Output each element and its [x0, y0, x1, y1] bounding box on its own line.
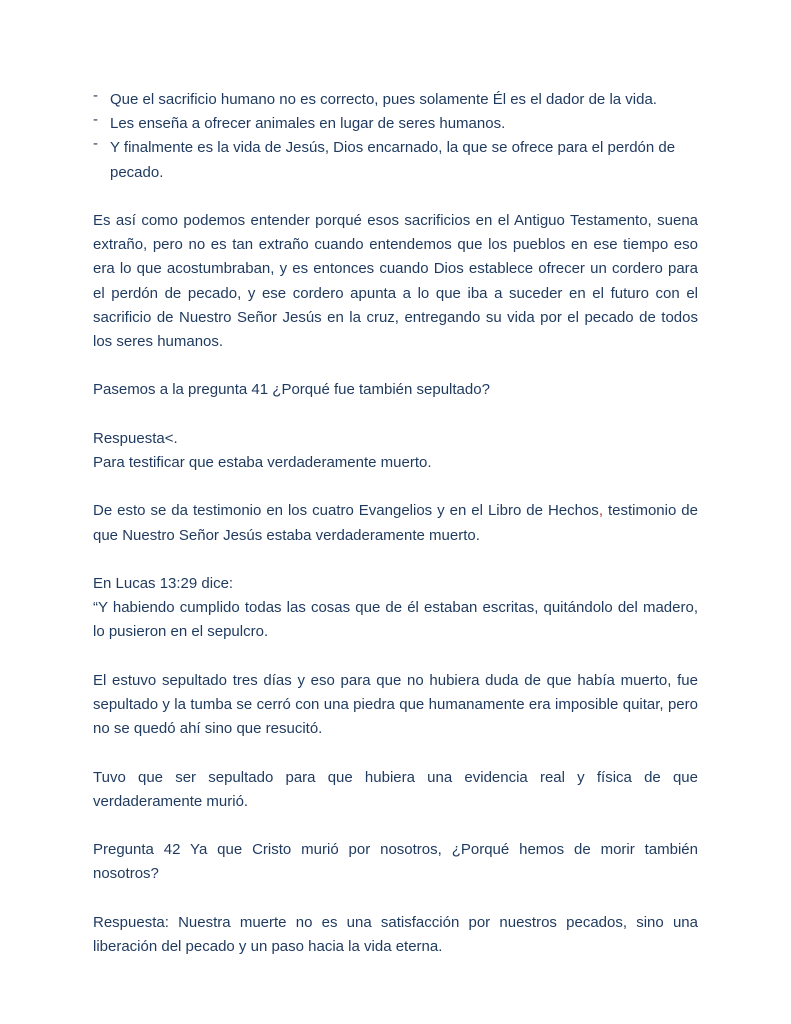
bullet-text: Que el sacrificio humano no es correcto, pues solamente Él es el dador de la vida.: [110, 91, 657, 108]
paragraph-buried: El estuvo sepultado tres días y eso para que no hubiera duda de que había muerto, fue sepultado y la tumba se cerró con una piedra que humanamente era imposible quitar, pero no se quedó ahí sino que resucitó.: [93, 671, 698, 738]
list-item: [93, 88, 698, 112]
paragraph-gospels: [93, 499, 698, 547]
dash-marker: -: [93, 135, 98, 153]
red-comma: ,: [598, 502, 603, 520]
dash-marker: -: [93, 111, 98, 129]
list-item: [93, 136, 698, 184]
bullet-text: Y finalmente es la vida de Jesús, Dios encarnado, la que se ofrece para el perdón de pecado.: [110, 139, 676, 181]
paragraph-sacrifices: Es así como podemos entender porqué esos sacrificios en el Antiguo Testamento, suena extraño, pero no es tan extraño cuando entendemos que los pueblos en ese tiempo eso era lo que acostumbraban, y es entonces cuando Dios establece ofrecer un cordero para el perdón de pecado, y ese cordero apunta a lo que iba a suceder en el futuro con el sacrificio de Nuestro Señor Jesús en la cruz, entregando su vida por el pecado de todos los seres humanos.: [93, 212, 698, 351]
dash-marker: -: [93, 87, 98, 104]
answer-41-label: Respuesta<.: [93, 429, 178, 447]
lucas-reference: En Lucas 13:29 dice:: [93, 574, 234, 592]
list-item: [93, 112, 698, 136]
answer-41: [93, 427, 698, 475]
lucas-quote: “Y habiendo cumplido todas las cosas que de él estaban escritas, quitándolo del madero, lo pusieron en el sepulcro.: [93, 599, 698, 641]
lucas-quote-block: [93, 572, 698, 645]
paragraph-gospels-start: De esto se da testimonio en los cuatro Evangelios y en el Libro de Hechos: [93, 502, 599, 520]
document-page: [93, 88, 698, 983]
question-42: Pregunta 42 Ya que Cristo murió por nosotros, ¿Porqué hemos de morir también nosotros?: [93, 841, 698, 883]
bullet-text: Les enseña a ofrecer animales en lugar de seres humanos.: [110, 115, 506, 133]
paragraph-evidence: Tuvo que ser sepultado para que hubiera una evidencia real y física de que verdaderamente murió.: [93, 768, 698, 810]
bullet-list: [93, 88, 698, 185]
paragraph-gospels-end: testimonio de que Nuestro Señor Jesús estaba verdaderamente muerto.: [93, 502, 698, 544]
answer-41-text: Para testificar que estaba verdaderamente muerto.: [93, 454, 432, 471]
question-41: Pasemos a la pregunta 41 ¿Porqué fue también sepultado?: [93, 381, 490, 399]
answer-42: Respuesta: Nuestra muerte no es una satisfacción por nuestros pecados, sino una liberación del pecado y un paso hacia la vida eterna.: [93, 913, 698, 955]
